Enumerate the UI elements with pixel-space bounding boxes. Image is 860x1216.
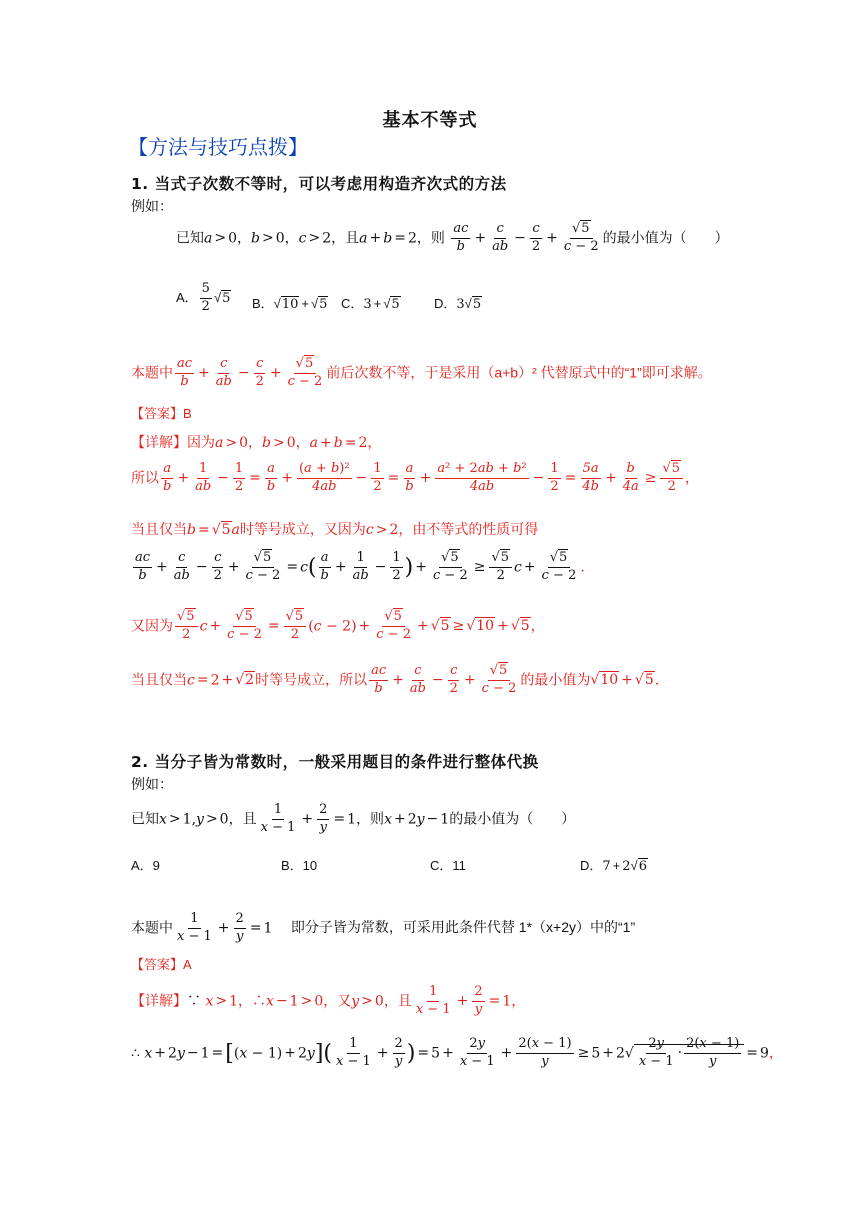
section2-detail-line2: ∴ x + 2y − 1 =[(x − 1) + 2y]( $\frac{1}{x - 1}$ + $\frac{2}{y}$ ) = 5 + $\frac{2y}{x - 1}$ + $\frac{2(x - 1)}{y}$ ≥ 5 + 2√ $\frac{2y}{x - 1}$ · $\frac{2(x - 1)}{y}$ = 9， [131,1036,783,1069]
section1-detail-line6: 当且仅当c = 2 + √2时等号成立，所以 $\frac{ac}{b}$ + $\frac{c}{ab}$ − $\frac{c}{2}$ + $\frac{√5}{c - 2}$ 的最小值为√10 + √5. [131,663,660,696]
section1-example-label: 例如： [131,199,173,215]
section1-option-b: B．√10 + √5 [252,296,328,312]
section2-option-a: A．9 [131,858,160,873]
section2-question: 已知x > 1,y > 0，且 $\frac{1}{x - 1}$ + $\frac{2}{y}$ = 1，则x + 2y − 1的最小值为（ ） [131,802,576,835]
section2-answer: 【答案】A [131,957,192,972]
section1-answer: 【答案】B [131,406,192,421]
section2-example-label: 例如： [131,777,173,793]
section1-option-c: C．3 + √5 [341,296,400,312]
section1-detail-line5: 又因为 $\frac{√5}{2}$ c + $\frac{√5}{c - 2}$ = $\frac{√5}{2}$ (c − 2) + $\frac{√5}{c - 2}$ + √5 ≥ √10 + √5， [131,609,545,642]
section1-option-d: D．3√5 [434,296,482,312]
section1-detail-line4: $\frac{ac}{b}$ + $\frac{c}{ab}$ − $\frac{c}{2}$ + $\frac{√5}{c - 2}$ = c( $\frac{a}{b}$ + $\frac{1}{ab}$ − $\frac{1}{2}$ ) + $\frac{√5}{c - 2}$ ≥ $\frac{√5}{2}$ c + $\frac{√5}{c - 2}$ . [135,550,585,583]
section1-detail-line2: 所以 $\frac{a}{b}$ + $\frac{1}{ab}$ − $\frac{1}{2}$ = $\frac{a}{b}$ + $\frac{\text{(a + b)²}}{4ab}$ − $\frac{1}{2}$ = $\frac{a}{b}$ + $\frac{\text{a² + 2ab + b²}}{4ab}$ − $\frac{1}{2}$ = $\frac{5a}{4b}$ + $\frac{b}{4a}$ ≥ $\frac{√5}{2}$ ， [131,461,700,494]
section2-option-c: C．11 [430,858,466,873]
section2-option-b: B．10 [281,858,318,873]
section2-title: 2. 当分子皆为常数时，一般采用题目的条件进行整体代换 [131,753,539,771]
section2-detail-line1: 【详解】∵ x > 1，∴x − 1 > 0，又y > 0，且 $\frac{1}{x - 1}$ + $\frac{2}{y}$ = 1， [131,984,526,1017]
section1-detail-line3: 当且仅当b = √5a时等号成立，又因为c > 2，由不等式的性质可得 [131,522,539,538]
section1-title: 1. 当式子次数不等时，可以考虑用构造齐次式的方法 [131,175,507,193]
section-heading: 【方法与技巧点拨】 [128,135,308,159]
section2-option-d: D．7 + 2√6 [580,858,647,874]
section1-detail-line1: 【详解】因为a > 0，b > 0，a + b = 2， [131,435,382,451]
section2-note: 本题中 $\frac{1}{x - 1}$ + $\frac{2}{y}$ = 1 即分子皆为常数，可采用此条件代替 1*（x+2y）中的“1” [131,911,636,944]
section1-note: 本题中 $\frac{ac}{b}$ + $\frac{c}{ab}$ − $\frac{c}{2}$ + $\frac{√5}{c - 2}$ 前后次数不等，于是采用（a+b）² 代替原式中的“1”即可求解。 [131,356,712,389]
section1-question: 已知a > 0，b > 0，c > 2，且a + b = 2，则 $\frac{ac}{b}$ + $\frac{c}{ab}$ − $\frac{c}{2}$ + $\frac{√5}{c - 2}$ 的最小值为（ ） [176,221,729,254]
page-title: 基本不等式 [382,110,478,131]
section1-option-a: A． $\frac{5}{2}$ √5 [176,281,231,314]
